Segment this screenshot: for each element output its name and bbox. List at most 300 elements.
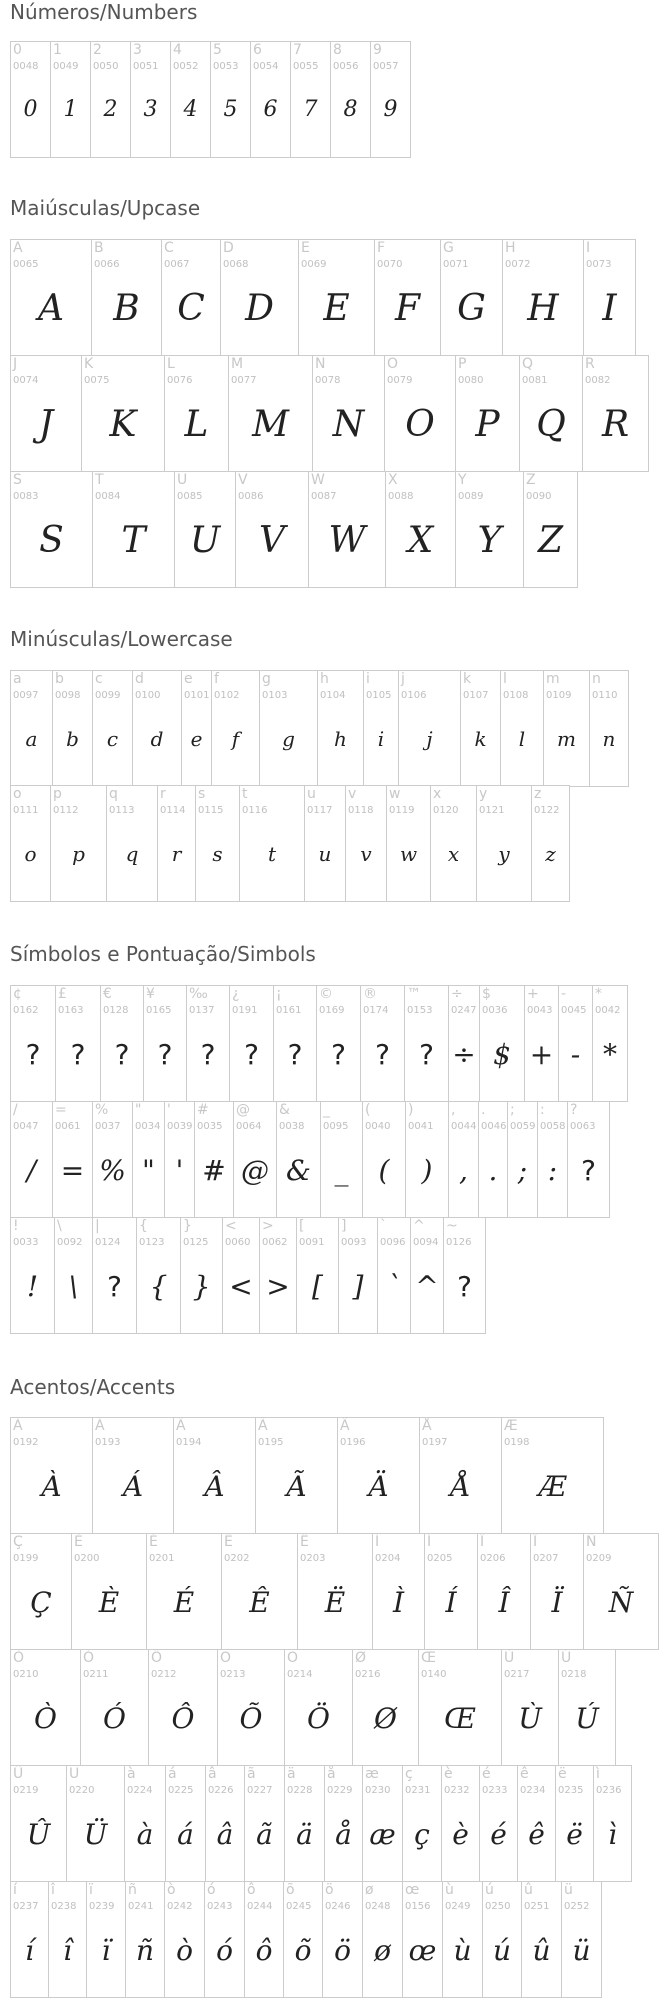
glyph-cell-u0202 [221,1533,298,1650]
glyph-code: 0041 [408,1121,434,1132]
glyph-sample: ! [26,1270,39,1303]
glyph-code: 0211 [83,1669,109,1680]
glyph-sample: l [518,727,526,751]
glyph-cell-u0073 [583,239,636,356]
glyph-sample: í [25,1934,34,1967]
missing-glyph-icon: ? [200,1038,216,1071]
glyph-sample: @ [241,1154,269,1187]
glyph-code: 0244 [247,1901,273,1912]
glyph-code: 0053 [213,61,239,72]
glyph-sample: h [334,727,347,751]
glyph-character: D [223,240,234,256]
glyph-cell-u0074 [10,355,82,472]
glyph-code: 0249 [445,1901,471,1912]
glyph-sample: : [547,1154,558,1187]
glyph-sample: Å [450,1470,471,1503]
glyph-code: 0239 [89,1901,115,1912]
glyph-character: ä [287,1766,296,1782]
glyph-code: 0224 [127,1785,153,1796]
glyph-character: É [149,1534,158,1550]
glyph-sample: n [602,727,616,751]
glyph-character: . [481,1102,486,1118]
glyph-character: ! [13,1218,19,1234]
glyph-character: 7 [293,42,302,58]
glyph-sample: 7 [303,97,318,122]
glyph-code: 0209 [586,1553,612,1564]
glyph-sample: å [335,1818,352,1851]
glyph-character: È [74,1534,83,1550]
glyph-character: b [55,671,64,687]
glyph-cell-u0069 [298,239,375,356]
glyph-sample: s [212,842,223,866]
glyph-cell-u0099 [92,670,133,787]
glyph-code: 0091 [299,1237,325,1248]
glyph-sample: ' [175,1154,184,1187]
glyph-code: 0042 [595,1005,621,1016]
glyph-code: 0069 [301,259,327,270]
glyph-sample: Ö [307,1702,330,1735]
glyph-sample: a [25,727,38,751]
glyph-character: E [301,240,310,256]
glyph-sample: o [24,842,37,866]
glyph-sample: Ê [249,1586,270,1619]
glyph-cell-u0174 [360,985,405,1102]
glyph-cell-u0116 [239,785,305,902]
glyph-character: Ì [375,1534,380,1550]
glyph-character: O [387,356,399,372]
glyph-code: 0153 [407,1005,433,1016]
glyph-character: Y [458,472,467,488]
glyph-cell-u0243 [204,1881,245,1998]
glyph-code: 0140 [421,1669,447,1680]
glyph-character: 6 [253,42,262,58]
glyph-cell-u0090 [523,471,578,588]
glyph-sample: K [109,404,137,445]
glyph-code: 0113 [109,805,135,816]
glyph-code: 0118 [348,805,374,816]
glyph-sample: ç [414,1818,430,1851]
glyph-sample: ` [387,1270,401,1303]
missing-glyph-icon: ? [287,1038,303,1071]
glyph-cell-u0162 [10,985,56,1102]
glyph-code: 0230 [365,1785,391,1796]
missing-glyph-icon: ? [107,1270,122,1303]
glyph-sample: ë [566,1818,583,1851]
glyph-code: 0163 [58,1005,84,1016]
glyph-sample: i [377,727,385,751]
glyph-code: 0035 [197,1121,223,1132]
glyph-cell-u0114 [157,785,196,902]
glyph-code: 0095 [323,1121,349,1132]
glyph-sample: é [490,1818,507,1851]
glyph-character: l [503,671,507,687]
glyph-sample: ü [572,1934,591,1967]
glyph-code: 0248 [365,1901,391,1912]
glyph-cell-u0076 [164,355,229,472]
glyph-character: ` [380,1218,387,1234]
glyph-character: < [225,1218,237,1234]
glyph-character: U [177,472,188,488]
glyph-character: ô [247,1882,256,1898]
glyph-cell-u0246 [322,1881,363,1998]
glyph-sample: J [38,404,54,445]
glyph-code: 0104 [320,690,346,701]
glyph-sample: Œ [444,1702,476,1735]
glyph-cell-u0249 [442,1881,483,1998]
glyph-character: e [184,671,193,687]
section-title-upcase: Maiúsculas/Upcase [10,196,201,220]
glyph-character: c [95,671,103,687]
glyph-cell-u0077 [228,355,313,472]
glyph-cell-u0211 [80,1649,149,1766]
glyph-sample: Ó [103,1702,126,1735]
glyph-character: ã [247,1766,256,1782]
glyph-cell-u0250 [482,1881,522,1998]
glyph-sample: 0 [23,97,38,122]
glyph-cell-u0078 [312,355,385,472]
glyph-code: 0195 [258,1437,284,1448]
glyph-character: î [51,1882,55,1898]
glyph-cell-u0108 [500,670,544,787]
glyph-cell-u0060 [222,1217,260,1334]
glyph-sample: ( [378,1154,390,1187]
glyph-character: Ï [533,1534,538,1550]
glyph-cell-u0241 [125,1881,165,1998]
glyph-code: 0241 [128,1901,154,1912]
glyph-character: ù [445,1882,454,1898]
glyph-sample: H [527,288,559,329]
glyph-cell-u0087 [308,471,386,588]
glyph-cell-u0231 [402,1765,442,1882]
glyph-character: ? [570,1102,578,1118]
glyph-sample: Æ [538,1470,567,1503]
glyph-sample: U [189,520,221,561]
glyph-sample: [ [312,1270,323,1303]
glyph-code: 0043 [527,1005,553,1016]
glyph-code: 0194 [176,1437,202,1448]
glyph-cell-u0216 [352,1649,419,1766]
glyph-cell-u0063 [567,1101,610,1218]
glyph-character: X [388,472,398,488]
missing-glyph-icon: ? [581,1154,596,1187]
glyph-sample: ì [608,1818,617,1851]
glyph-cell-u0218 [558,1649,616,1766]
glyph-cell-u0104 [317,670,364,787]
glyph-cell-u0044 [448,1101,479,1218]
glyph-cell-u0105 [363,670,399,787]
glyph-cell-u0082 [582,355,649,472]
glyph-cell-u0036 [479,985,525,1102]
glyph-character: À [13,1418,23,1434]
glyph-cell-u0232 [441,1765,480,1882]
section-title-lowercase: Minúsculas/Lowercase [10,627,233,651]
glyph-sample: C [177,288,205,329]
glyph-code: 0205 [427,1553,453,1564]
glyph-sample: Í [445,1586,457,1619]
glyph-sample: , [459,1154,468,1187]
glyph-sample: Ô [171,1702,195,1735]
glyph-sample: r [171,842,182,866]
glyph-sample: Î [498,1586,510,1619]
glyph-character: ì [596,1766,600,1782]
glyph-cell-u0236 [593,1765,632,1882]
glyph-code: 0115 [198,805,224,816]
glyph-character: m [546,671,560,687]
glyph-sample: M [252,404,289,445]
glyph-code: 0074 [13,375,39,386]
glyph-sample: $ [493,1038,511,1071]
glyph-character: j [401,671,405,687]
glyph-cell-u0113 [106,785,158,902]
glyph-cell-u0049 [50,41,91,158]
glyph-code: 0110 [592,690,618,701]
glyph-sample: V [259,520,285,561]
glyph-code: 0137 [189,1005,215,1016]
missing-glyph-icon: ? [114,1038,130,1071]
glyph-sample: Ù [518,1702,542,1735]
glyph-code: 0174 [363,1005,389,1016]
glyph-sample: w [399,842,418,866]
glyph-cell-u0235 [555,1765,594,1882]
glyph-cell-u0042 [592,985,628,1102]
glyph-code: 0084 [95,491,121,502]
glyph-character: õ [286,1882,295,1898]
glyph-code: 0225 [168,1785,194,1796]
glyph-character: Ç [13,1534,23,1550]
glyph-sample: y [498,842,510,866]
glyph-sample: 1 [63,97,78,122]
glyph-sample: Õ [239,1702,263,1735]
glyph-character: { [139,1218,148,1234]
glyph-code: 0039 [167,1121,193,1132]
glyph-code: 0252 [564,1901,590,1912]
glyph-cell-u0094 [410,1217,444,1334]
glyph-character: ( [365,1102,371,1118]
glyph-cell-u0064 [233,1101,277,1218]
glyph-code: 0096 [380,1237,406,1248]
glyph-character: Ë [300,1534,309,1550]
glyph-character: I [586,240,591,256]
glyph-code: 0227 [247,1785,273,1796]
glyph-character: € [103,986,112,1002]
glyph-character: A [13,240,23,256]
glyph-character: ó [207,1882,216,1898]
glyph-character: Ä [340,1418,350,1434]
glyph-cell-u0225 [165,1765,206,1882]
glyph-character: & [279,1102,290,1118]
glyph-code: 0231 [405,1785,431,1796]
glyph-code: 0245 [286,1901,312,1912]
glyph-sample: Û [26,1818,51,1851]
section-title-symbols: Símbolos e Pontuação/Simbols [10,942,316,966]
glyph-code: 0089 [458,491,484,502]
glyph-cell-u0123 [136,1217,181,1334]
glyph-character: N [315,356,326,372]
glyph-character: ¥ [146,986,155,1002]
glyph-code: 0117 [307,805,333,816]
glyph-cell-u0199 [10,1533,72,1650]
glyph-sample: v [360,842,372,866]
glyph-sample: b [66,727,79,751]
glyph-cell-u0112 [50,785,107,902]
glyph-sample: L [184,404,209,445]
glyph-character: ç [405,1766,413,1782]
glyph-cell-u0125 [180,1217,223,1334]
glyph-code: 0111 [13,805,39,816]
glyph-sample: ú [492,1934,512,1967]
glyph-cell-u0213 [217,1649,285,1766]
glyph-sample: Ì [392,1586,405,1619]
glyph-character: å [327,1766,336,1782]
glyph-cell-u0091 [296,1217,339,1334]
glyph-code: 0169 [319,1005,345,1016]
glyph-character: Z [526,472,536,488]
glyph-character: Á [95,1418,105,1434]
glyph-sample: _ [334,1154,349,1187]
glyph-code: 0048 [13,61,39,72]
glyph-cell-u0062 [259,1217,297,1334]
glyph-character: Í [427,1534,432,1550]
glyph-sample: È [98,1586,120,1619]
glyph-sample: u [318,842,332,866]
glyph-sample: ô [255,1934,273,1967]
glyph-code: 0067 [164,259,190,270]
glyph-cell-u0047 [10,1101,53,1218]
glyph-code: 0246 [325,1901,351,1912]
glyph-cell-u0244 [244,1881,284,1998]
glyph-character: Õ [220,1650,232,1666]
glyph-sample: B [113,288,140,329]
glyph-sample: & [286,1154,311,1187]
glyph-cell-u0120 [430,785,477,902]
glyph-cell-u0128 [100,985,144,1102]
glyph-character: n [592,671,601,687]
glyph-sample: E [323,288,350,329]
glyph-sample: Ò [34,1702,57,1735]
glyph-sample: ] [352,1270,364,1303]
glyph-code: 0082 [585,375,611,386]
glyph-code: 0100 [135,690,161,701]
glyph-sample: Á [122,1470,144,1503]
glyph-character: ¢ [13,986,22,1002]
glyph-sample: = [60,1154,85,1187]
glyph-code: 0197 [422,1437,448,1448]
glyph-code: 0038 [279,1121,305,1132]
glyph-cell-u0191 [229,985,274,1102]
glyph-code: 0060 [225,1237,251,1248]
glyph-code: 0219 [13,1785,39,1796]
glyph-cell-u0140 [418,1649,502,1766]
glyph-code: 0101 [184,690,210,701]
glyph-cell-u0194 [173,1417,256,1534]
glyph-character: û [524,1882,533,1898]
glyph-sample: ) [421,1154,433,1187]
glyph-sample: î [63,1934,72,1967]
glyph-character: à [127,1766,136,1782]
glyph-cell-u0197 [419,1417,502,1534]
glyph-character: Ê [224,1534,233,1550]
glyph-character: © [319,986,333,1002]
glyph-cell-u0203 [297,1533,373,1650]
glyph-sample: ù [453,1934,472,1967]
section-title-accents: Acentos/Accents [10,1375,176,1399]
glyph-cell-u0193 [92,1417,174,1534]
glyph-sample: ï [101,1934,111,1967]
glyph-sample: ÷ [452,1038,476,1071]
glyph-sample: { [149,1270,168,1303]
glyph-character: g [262,671,271,687]
glyph-code: 0093 [341,1237,367,1248]
glyph-character: R [585,356,595,372]
glyph-character: ú [485,1882,494,1898]
glyph-cell-u0046 [478,1101,508,1218]
glyph-code: 0105 [366,690,392,701]
glyph-code: 0080 [458,375,484,386]
glyph-sample: ê [528,1818,545,1851]
glyph-code: 0124 [95,1237,121,1248]
glyph-code: 0083 [13,491,39,502]
missing-glyph-icon: ? [419,1038,434,1071]
glyph-code: 0102 [214,690,240,701]
glyph-cell-u0068 [220,239,299,356]
glyph-character: Æ [504,1418,518,1434]
glyph-cell-u0200 [71,1533,147,1650]
glyph-cell-u0226 [205,1765,245,1882]
glyph-code: 0120 [433,805,459,816]
missing-glyph-icon: ? [457,1270,472,1303]
glyph-sample: á [177,1818,194,1851]
glyph-code: 0162 [13,1005,39,1016]
glyph-sample: k [474,727,487,751]
glyph-cell-u0035 [194,1101,234,1218]
glyph-cell-u0058 [537,1101,568,1218]
glyph-character: L [167,356,175,372]
glyph-character: p [53,786,62,802]
glyph-character: C [164,240,174,256]
glyph-code: 0066 [94,259,120,270]
glyph-sample: â [216,1818,234,1851]
glyph-cell-u0122 [531,785,570,902]
glyph-code: 0250 [485,1901,511,1912]
glyph-cell-u0115 [195,785,240,902]
glyph-cell-u0054 [250,41,291,158]
glyph-code: 0191 [232,1005,258,1016]
glyph-character: ~ [446,1218,458,1234]
glyph-cell-u0041 [405,1101,449,1218]
glyph-sample: % [99,1154,126,1187]
glyph-code: 0112 [53,805,79,816]
glyph-code: 0107 [463,690,489,701]
glyph-character: Ö [287,1650,299,1666]
glyph-cell-u0230 [362,1765,403,1882]
glyph-cell-u0092 [54,1217,93,1334]
glyph-character: _ [323,1102,330,1118]
glyph-character: o [13,786,22,802]
glyph-code: 0079 [387,375,413,386]
glyph-character: 1 [53,42,62,58]
glyph-code: 0062 [262,1237,288,1248]
glyph-sample: ö [334,1934,351,1967]
glyph-cell-u0238 [48,1881,87,1998]
glyph-character: Q [522,356,534,372]
glyph-character: M [231,356,244,372]
glyph-sample: Ä [368,1470,389,1503]
glyph-sample: ò [176,1934,193,1967]
glyph-character: Å [422,1418,432,1434]
glyph-sample: Ç [30,1586,52,1619]
glyph-sample: R [601,404,630,445]
glyph-cell-u0085 [174,471,236,588]
